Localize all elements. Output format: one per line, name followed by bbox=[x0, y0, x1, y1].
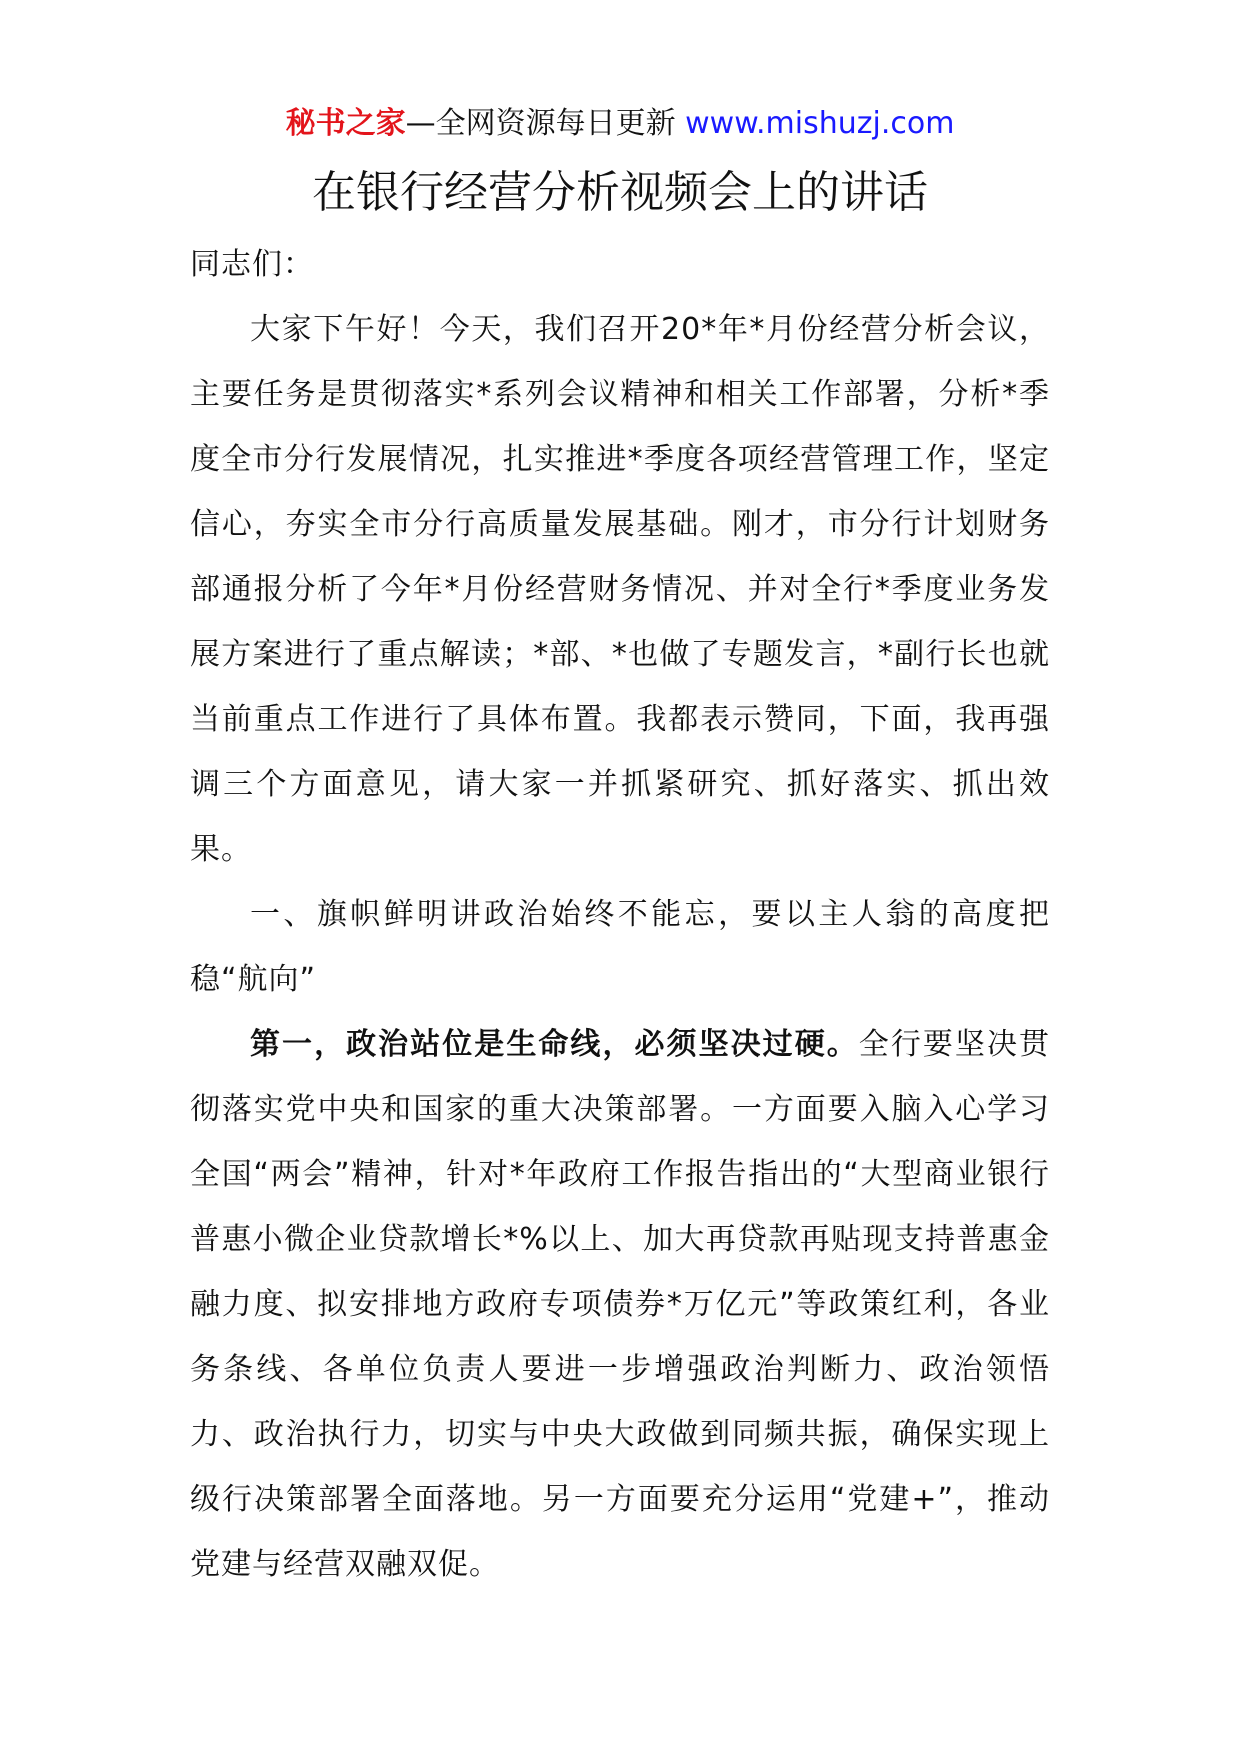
paragraph-point-1-lead: 第一，政治站位是生命线，必须坚决过硬。 bbox=[250, 1027, 859, 1062]
document-title: 在银行经营分析视频会上的讲话 bbox=[312, 167, 928, 218]
paragraph-intro: 大家下午好！今天，我们召开20*年*月份经营分析会议，主要任务是贯彻落实*系列会议精神和相关工作部署，分析*季度全市分行发展情况，扎实推进*季度各项经营管理工作，坚定信心，夯实全市分行高质量发展基础。刚才，市分行计划财务部通报分析了今年*月份经营财务情况、并对全行*季度业务发展方案进行了重点解读；*部、*也做了专题发言，*副行长也就当前重点工作进行了具体布置。我都表示赞同，下面，我再强调三个方面意见，请大家一并抓紧研究、抓好落实、抓出效果。 bbox=[190, 312, 1050, 867]
brand-name: 秘书之家 bbox=[285, 106, 406, 141]
document-body bbox=[190, 232, 1050, 1597]
site-url-link[interactable]: www.mishuzj.com bbox=[685, 106, 955, 141]
section-heading-1: 一、旗帜鲜明讲政治始终不能忘，要以主人翁的高度把稳“航向” bbox=[190, 897, 1050, 997]
site-header bbox=[0, 100, 1240, 148]
paragraph-point-1-text: 全行要坚决贯彻落实党中央和国家的重大决策部署。一方面要入脑入心学习全国“两会”精神，针对*年政府工作报告指出的“大型商业银行普惠小微企业贷款增长*%以上、加大再贷款再贴现支持普惠金融力度、拟安排地方政府专项债券*万亿元”等政策红利，各业务条线、各单位负责人要进一步增强政治判断力、政治领悟力、政治执行力，切实与中央大政做到同频共振，确保实现上级行决策部署全面落地。另一方面要充分运用“党建+”，推动党建与经营双融双促。 bbox=[190, 1027, 1051, 1582]
salutation: 同志们： bbox=[190, 247, 314, 282]
paragraph-point-1 bbox=[190, 1012, 1050, 1597]
header-tagline: —全网资源每日更新 bbox=[405, 106, 686, 141]
